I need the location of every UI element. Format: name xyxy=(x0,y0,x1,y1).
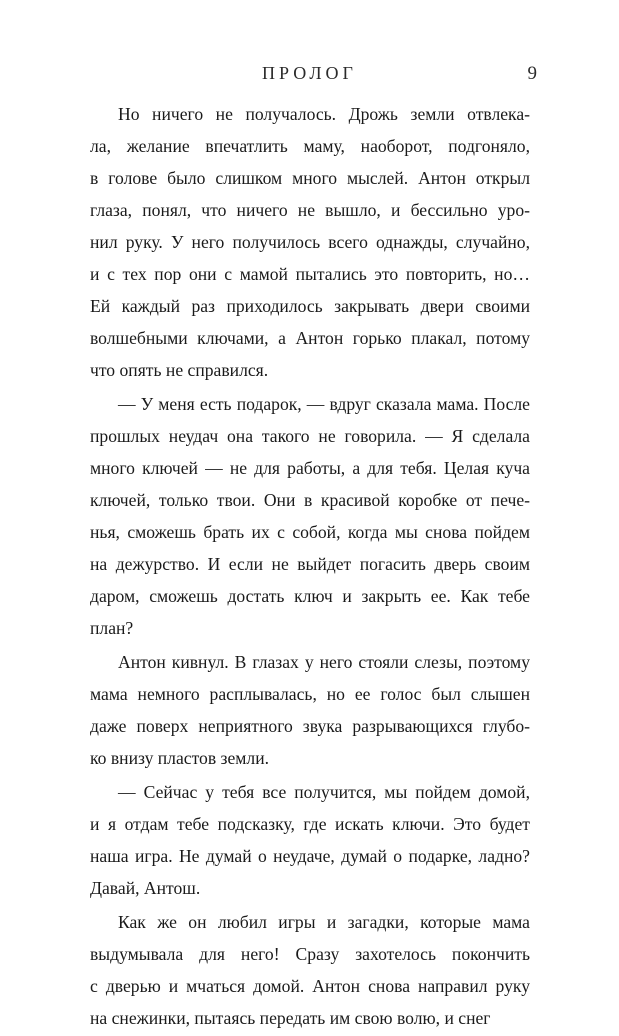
paragraph xyxy=(90,906,530,1034)
text-line: на дежурство. И если не выйдет погасить дверь своим xyxy=(90,554,530,574)
paragraph xyxy=(90,98,530,386)
text-line: волшебными ключами, а Антон горько плакал, потому xyxy=(90,328,530,348)
text-line: глаза, понял, что ничего не вышло, и бессильно уро- xyxy=(90,200,530,220)
text-line: Ей каждый раз приходилось закрывать двери своими xyxy=(90,296,530,316)
text-line: Антон кивнул. В глазах у него стояли слезы, поэтому xyxy=(118,652,530,672)
text-line: ко внизу пластов земли. xyxy=(90,748,270,768)
text-line: нья, сможешь брать их с собой, когда мы снова пойдем xyxy=(90,522,530,542)
chapter-running-title: ПРОЛОГ xyxy=(262,63,357,83)
text-line: мама немного расплывалась, но ее голос был слышен xyxy=(90,684,530,704)
text-line: наша игра. Не думай о неудаче, думай о подарке, ладно? xyxy=(90,846,530,866)
text-line: Но ничего не получалось. Дрожь земли отвлека- xyxy=(118,104,530,124)
paragraph xyxy=(90,646,530,774)
text-line: нил руку. У него получилось всего однажды, случайно, xyxy=(90,232,530,252)
text-line: и с тех пор они с мамой пытались это повторить, но… xyxy=(90,264,530,284)
text-line: много ключей — не для работы, а для тебя. Целая куча xyxy=(90,458,530,478)
text-line: план? xyxy=(90,618,134,638)
page-number: 9 xyxy=(527,63,537,84)
text-line: на снежинки, пытаясь передать им свою волю, и снег xyxy=(90,1008,491,1028)
text-line: Как же он любил игры и загадки, которые мама xyxy=(118,912,530,932)
text-line: что опять не справился. xyxy=(90,360,269,380)
text-line: ключей, только твои. Они в красивой коробке от пече- xyxy=(90,490,530,510)
text-line: — Сейчас у тебя все получится, мы пойдем домой, xyxy=(118,782,530,802)
text-line: Давай, Антош. xyxy=(90,878,201,898)
running-header xyxy=(0,63,619,93)
paragraph xyxy=(90,388,530,644)
text-line: даром, сможешь достать ключ и закрыть ее. Как тебе xyxy=(90,586,530,606)
text-line: — У меня есть подарок, — вдруг сказала мама. После xyxy=(118,394,530,414)
text-line: с дверью и мчаться домой. Антон снова направил руку xyxy=(90,976,530,996)
text-line: в голове было слишком много мыслей. Антон открыл xyxy=(90,168,530,188)
text-line: даже поверх неприятного звука разрывающихся глубо- xyxy=(90,716,530,736)
text-line: ла, желание впечатлить маму, наоборот, подгоняло, xyxy=(90,136,530,156)
paragraph xyxy=(90,776,530,904)
text-line: выдумывала для него! Сразу захотелось покончить xyxy=(90,944,530,964)
text-line: прошлых неудач она такого не говорила. — Я сделала xyxy=(90,426,530,446)
text-line: и я отдам тебе подсказку, где искать ключи. Это будет xyxy=(90,814,530,834)
body-text xyxy=(90,98,530,1036)
